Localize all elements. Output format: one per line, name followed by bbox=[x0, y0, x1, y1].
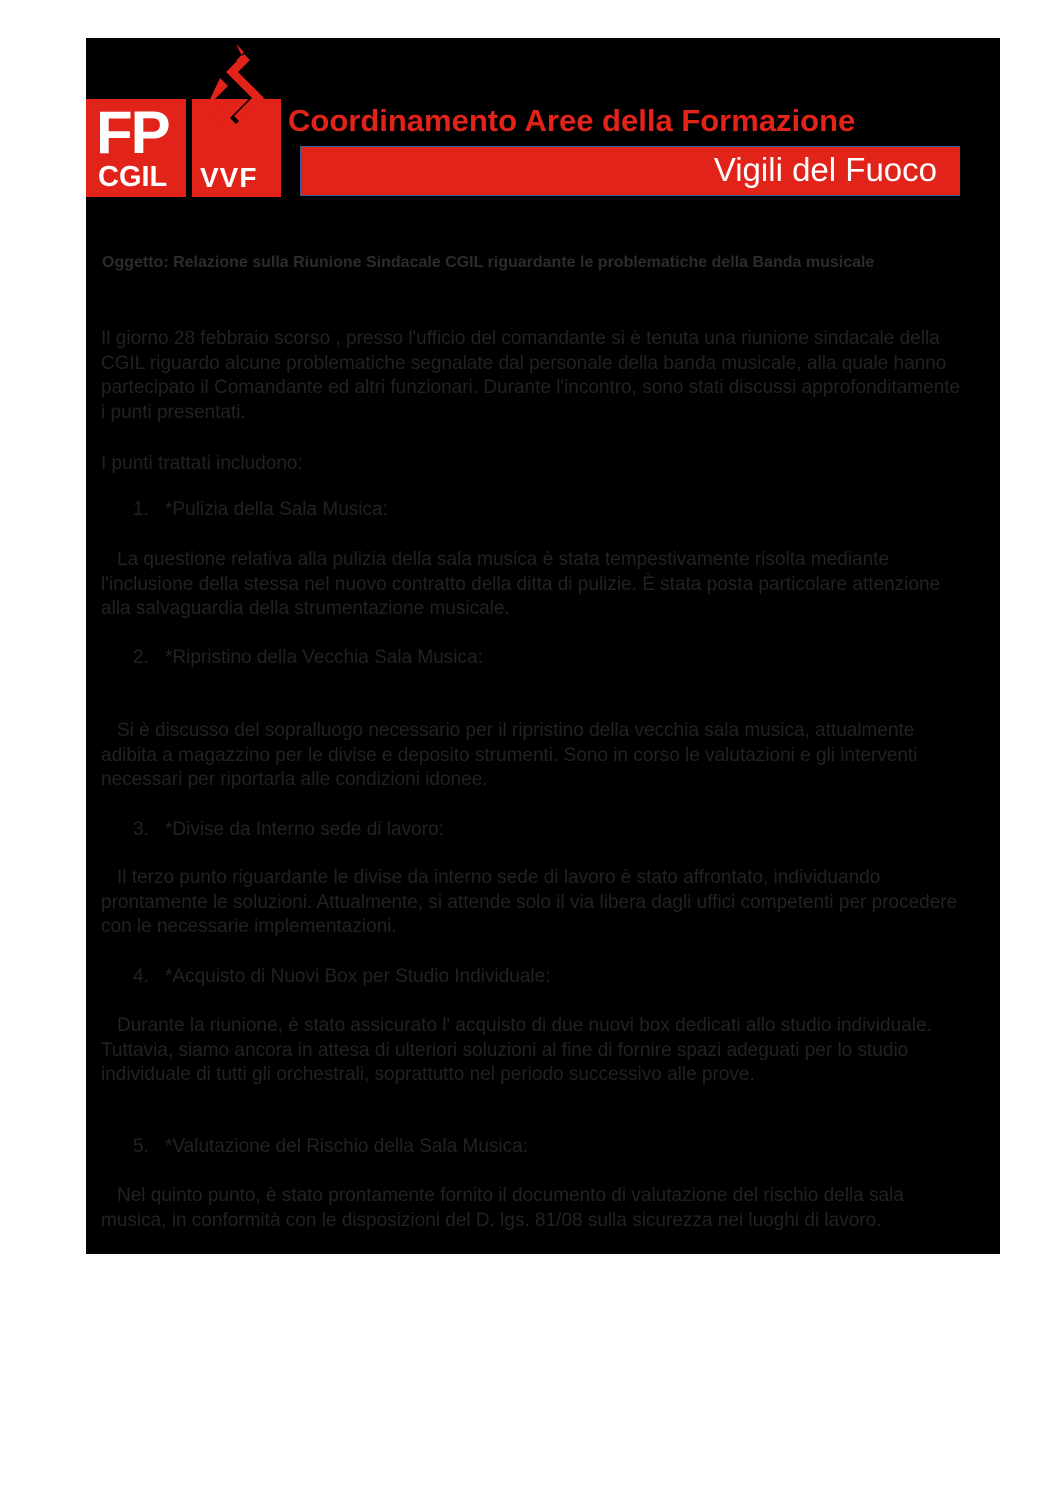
list-item-title: *Pulizia della Sala Musica: bbox=[165, 499, 388, 520]
list-item-text: Si è discusso del sopralluogo necessario per il ripristino della vecchia sala musica, attualmente adibita a magazzino per le divise e deposito strumenti. Sono in corso le valutazioni e gli interventi necessari per riportarla alle condizioni idonee. bbox=[101, 720, 918, 790]
list-item-heading bbox=[133, 646, 483, 671]
header-title: Coordinamento Aree della Formazione bbox=[288, 103, 856, 138]
list-item-text: Il terzo punto riguardante le divise da interno sede di lavoro è stato affrontato, individuando prontamente le soluzioni. Attualmente, si attende solo il via libera dagli uffici competenti per procedere con le necessarie implementazioni. bbox=[101, 867, 958, 937]
points-intro: I punti trattati includono: bbox=[101, 453, 303, 474]
logo-cgil-text: CGIL bbox=[98, 161, 168, 193]
header-subtitle-bar bbox=[300, 146, 960, 196]
list-item-title: *Valutazione del Rischio della Sala Musica: bbox=[165, 1136, 528, 1157]
intro-paragraph: Il giorno 28 febbraio scorso , presso l'ufficio del comandante si è tenuta una riunione sindacale della CGIL riguardo alcune problematiche segnalate dal personale della banda musicale, alla quale hanno partecipato il Comandante ed altri funzionari. Durante l'incontro, sono stati discussi approfonditamente i punti presentati. bbox=[101, 328, 961, 423]
fp-cgil-logo bbox=[86, 99, 186, 197]
list-item-number: 3. bbox=[133, 819, 149, 840]
list-item-number: 1. bbox=[133, 499, 149, 520]
list-item-heading bbox=[133, 965, 551, 990]
list-item-title: *Divise da Interno sede di lavoro: bbox=[165, 819, 444, 840]
list-item-text: Durante la riunione, è stato assicurato l' acquisto di due nuovi box dedicati allo studio individuale. Tuttavia, siamo ancora in attesa di ulteriori soluzioni al fine di fornire spazi adeguati per lo studio individuale di tutti gli orchestrali, soprattutto nel periodo successivo alle prove. bbox=[101, 1015, 932, 1085]
list-item-heading bbox=[133, 1135, 528, 1160]
list-item-text: La questione relativa alla pulizia della sala musica è stata tempestivamente risolta mediante l'inclusione della stessa nel nuovo contratto della ditta di pulizie. È stata posta particolare attenzione alla salvaguardia della strumentazione musicale. bbox=[101, 549, 941, 619]
logo-vvf-text: VVF bbox=[200, 162, 258, 193]
list-item-heading bbox=[133, 818, 444, 843]
document-page bbox=[86, 38, 1000, 1254]
logo-fp-text: FP bbox=[96, 99, 169, 166]
header-subtitle: Vigili del Fuoco bbox=[713, 151, 937, 188]
document-subject: Oggetto: Relazione sulla Riunione Sindacale CGIL riguardante le problematiche della Banda musicale bbox=[102, 254, 875, 271]
list-item-number: 4. bbox=[133, 966, 149, 987]
list-item-number: 2. bbox=[133, 647, 149, 668]
list-item-number: 5. bbox=[133, 1136, 149, 1157]
list-item-text: Nel quinto punto, è stato prontamente fornito il documento di valutazione del rischio della sala musica, in conformità con le disposizioni del D. lgs. 81/08 sulla sicurezza nei luoghi di lavoro. bbox=[101, 1185, 904, 1231]
list-item-title: *Ripristino della Vecchia Sala Musica: bbox=[165, 647, 483, 668]
flame-icon bbox=[192, 42, 281, 162]
list-item-title: *Acquisto di Nuovi Box per Studio Individuale: bbox=[165, 966, 551, 987]
list-item-heading bbox=[133, 498, 388, 523]
